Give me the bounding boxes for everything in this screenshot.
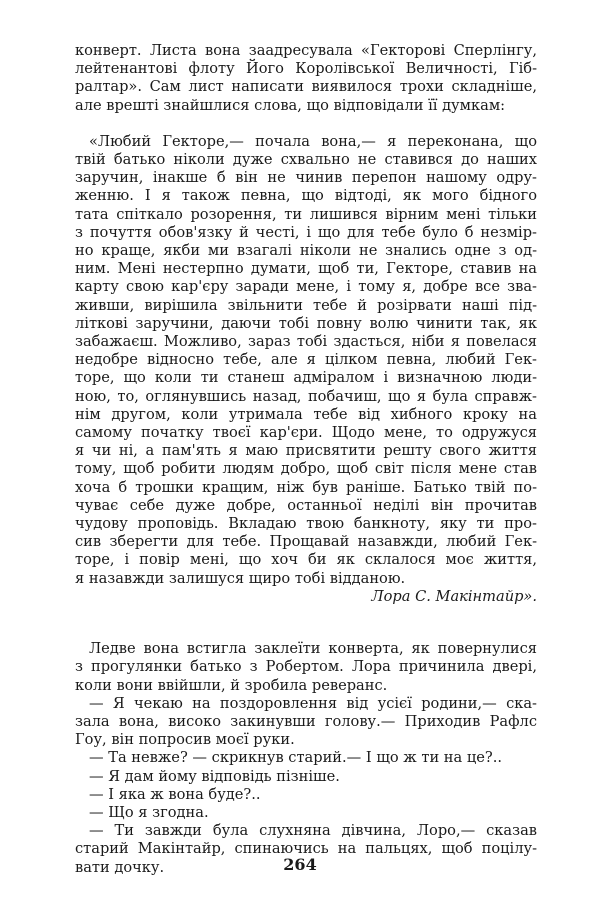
letter-line: торе, і повір мені, що хоч би як склалося моє життя, [75, 551, 537, 569]
narration-line: Ледве вона встигла заклеїти конверта, як повернулися [89, 640, 537, 658]
letter-line: недобре відносно тебе, але я цілком певна, любий Гек- [75, 351, 537, 369]
letter-line: женню. І я також певна, що відтоді, як мого бідного [75, 187, 537, 205]
letter-line: ною, то, оглянувшись назад, побачиш, що я була справж- [75, 387, 537, 405]
letter-line: но краще, якби ми взагалі ніколи не знались одне з од- [75, 242, 537, 260]
letter-line: тому, щоб робити людям добро, щоб світ після мене став [75, 460, 537, 478]
letter-line: торе, що коли ти станеш адміралом і визначною люди- [75, 369, 537, 387]
narration [75, 640, 537, 695]
dialogue-line: Гоу, він попросив моєї руки. [75, 731, 295, 749]
letter-line: нім другом, коли утримала тебе від хибного кроку на [75, 405, 537, 423]
dialogue-line: — Я чекаю на поздоровлення від усієї родини,— ска- [89, 694, 537, 712]
text-line: конверт. Листа вона заадресувала «Гекторові Сперлінгу, [75, 42, 537, 59]
letter-line: чудову проповідь. Вкладаю твою банкноту, яку ти про- [75, 515, 537, 533]
dialogue-line: вати дочку. [75, 858, 165, 876]
letter-line: з почуття обов'язку й честі, і що для тебе було б незмір- [75, 223, 537, 241]
letter-line: чуває себе дуже добре, останньої неділі він прочитав [75, 496, 537, 514]
text-line: ралтар». Сам лист написати виявилося трохи складніше, [75, 78, 537, 96]
book-page [75, 42, 537, 877]
letter-line: карту свою кар'єру заради мене, і тому я, добре все зва- [75, 278, 537, 296]
letter-line: самому початку твоєї кар'єри. Щодо мене, то одружуся [75, 424, 537, 442]
letter-line: я назавжди залишуся щиро тобі відданою. [75, 569, 406, 587]
letter-text [75, 133, 537, 606]
dialogue-line: — Ти завжди була слухняна дівчина, Лоро,— сказав [89, 822, 537, 840]
top-paragraph [75, 42, 537, 115]
letter-line: літкові заручини, даючи тобі повну волю чинити так, як [75, 314, 537, 332]
letter-line: заручин, інакше б він не чинив перепон нашому одру- [75, 169, 537, 187]
dialogue-line: — Я дам йому відповідь пізніше. [89, 767, 340, 785]
letter-line: «Любий Гекторе,— почала вона,— я переконана, що [89, 132, 537, 150]
dialogue [75, 695, 537, 877]
text-line: лейтенантові флоту Його Королівської Величності, Гіб- [75, 60, 537, 78]
dialogue-line: старий Макінтайр, спинаючись на пальцях, щоб поцілу- [75, 840, 537, 858]
letter-line: забажаєш. Можливо, зараз тобі здасться, ніби я повелася [75, 333, 537, 351]
dialogue-line: зала вона, високо закинувши голову.— Приходив Рафлс [75, 712, 537, 730]
letter-line: хоча б трошки кращим, ніж був раніше. Батько твій по- [75, 478, 537, 496]
letter-line: живши, вирішила звільнити тебе й розірвати наші під- [75, 296, 537, 314]
letter-signature: Лора С. Макінтайр». [371, 587, 537, 605]
narration-line: з прогулянки батько з Робертом. Лора причинила двері, [75, 658, 537, 676]
letter-line: ним. Мені нестерпно думати, щоб ти, Гекторе, ставив на [75, 260, 537, 278]
page-number: 264 [283, 855, 317, 874]
letter-line: я чи ні, а пам'ять я маю присвятити решту свого життя [75, 442, 537, 460]
text-line: але врешті знайшлися слова, що відповідали її думкам: [75, 96, 506, 114]
dialogue-line: — Що я згодна. [89, 803, 209, 821]
narration-line: коли вони ввійшли, й зробила реверанс. [75, 676, 388, 694]
dialogue-line: — Та невже? — скрикнув старий.— І що ж ти на це?.. [89, 749, 503, 767]
letter-line: твій батько ніколи дуже схвально не ставився до наших [75, 151, 537, 169]
letter-line: тата спіткало розорення, ти лишився вірним мені тільки [75, 205, 537, 223]
letter-line: сив зберегти для тебе. Прощавай назавжди, любий Гек- [75, 533, 537, 551]
dialogue-line: — І яка ж вона буде?.. [89, 785, 261, 803]
